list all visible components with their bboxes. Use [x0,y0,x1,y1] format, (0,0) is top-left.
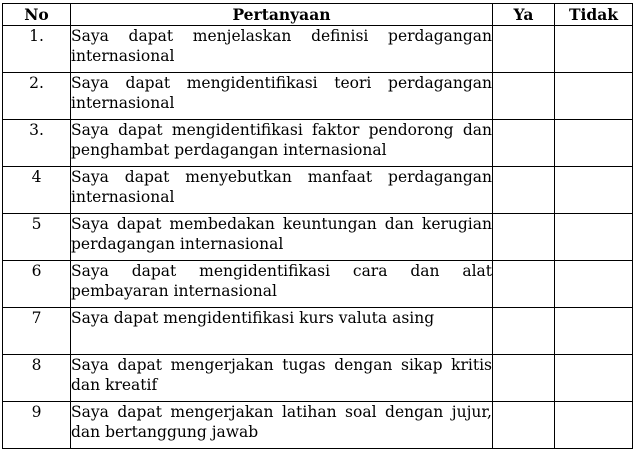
row-question: Saya dapat mengidentifikasi teori perdagangan internasional [71,73,493,120]
no-answer-cell[interactable] [555,355,633,402]
yes-answer-cell[interactable] [493,120,555,167]
row-question: Saya dapat membedakan keuntungan dan kerugian perdagangan internasional [71,214,493,261]
row-question: Saya dapat menjelaskan definisi perdagangan internasional [71,26,493,73]
row-question: Saya dapat menyebutkan manfaat perdagangan internasional [71,167,493,214]
row-number: 4 [3,167,71,214]
row-question: Saya dapat mengidentifikasi kurs valuta asing [71,308,493,355]
row-number: 5 [3,214,71,261]
yes-answer-cell[interactable] [493,167,555,214]
row-number: 6 [3,261,71,308]
no-answer-cell[interactable] [555,402,633,449]
no-answer-cell[interactable] [555,308,633,355]
header-yes: Ya [493,4,555,26]
header-no: No [3,4,71,26]
row-number: 7 [3,308,71,355]
yes-answer-cell[interactable] [493,308,555,355]
table-row [3,214,633,261]
row-question: Saya dapat mengerjakan latihan soal dengan jujur, dan bertanggung jawab [71,402,493,449]
row-number: 2. [3,73,71,120]
no-answer-cell[interactable] [555,261,633,308]
row-number: 9 [3,402,71,449]
row-number: 3. [3,120,71,167]
no-answer-cell[interactable] [555,73,633,120]
yes-answer-cell[interactable] [493,355,555,402]
header-no-answer: Tidak [555,4,633,26]
no-answer-cell[interactable] [555,214,633,261]
table-row [3,308,633,355]
table-row [3,26,633,73]
row-number: 1. [3,26,71,73]
self-assessment-table [2,3,633,449]
yes-answer-cell[interactable] [493,73,555,120]
table-row [3,355,633,402]
table-row [3,73,633,120]
table-row [3,167,633,214]
yes-answer-cell[interactable] [493,214,555,261]
header-question: Pertanyaan [71,4,493,26]
yes-answer-cell[interactable] [493,261,555,308]
row-question: Saya dapat mengerjakan tugas dengan sikap kritis dan kreatif [71,355,493,402]
yes-answer-cell[interactable] [493,402,555,449]
table-header-row [3,4,633,26]
yes-answer-cell[interactable] [493,26,555,73]
row-question: Saya dapat mengidentifikasi faktor pendorong dan penghambat perdagangan internasional [71,120,493,167]
table-row [3,120,633,167]
no-answer-cell[interactable] [555,120,633,167]
row-question: Saya dapat mengidentifikasi cara dan alat pembayaran internasional [71,261,493,308]
table-row [3,402,633,449]
no-answer-cell[interactable] [555,26,633,73]
no-answer-cell[interactable] [555,167,633,214]
row-number: 8 [3,355,71,402]
table-row [3,261,633,308]
